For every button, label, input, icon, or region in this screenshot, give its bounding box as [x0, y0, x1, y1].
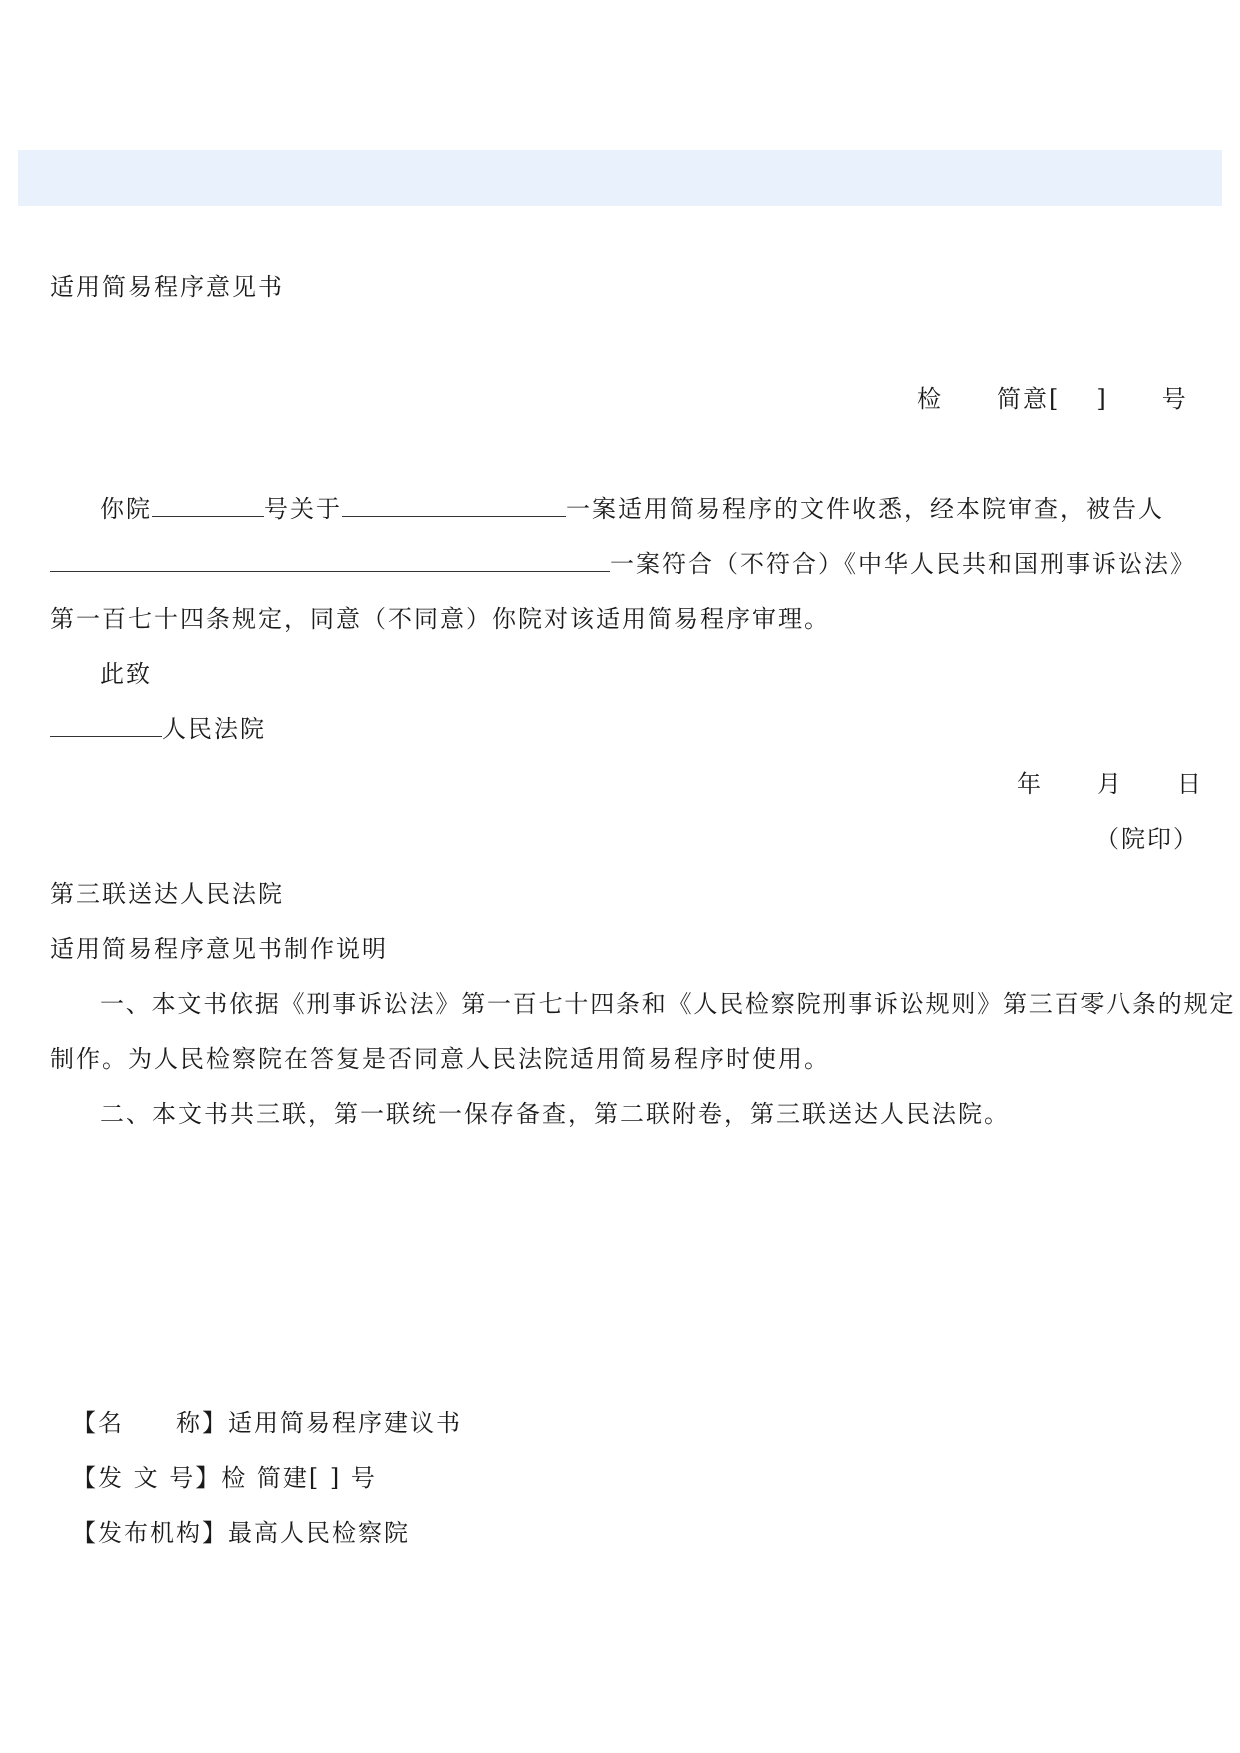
text-segment: 一案符合（不符合）《中华人民共和国刑事诉讼法》 — [610, 550, 1196, 578]
seal-label: （院印） — [1095, 825, 1199, 853]
blank-field — [50, 549, 610, 572]
meta-issuer-value: 最高人民检察院 — [228, 1519, 410, 1547]
date-year: 年 — [1017, 770, 1043, 798]
blank-field — [50, 714, 162, 737]
doc-number — [917, 384, 1188, 414]
text-segment: 号关于 — [264, 495, 342, 523]
court-line — [50, 714, 266, 744]
meta-docno-label: 【发 文 号】 — [72, 1464, 222, 1492]
date-day: 日 — [1177, 770, 1203, 798]
header-band — [18, 150, 1222, 206]
docno-suffix: 号 — [1161, 385, 1188, 413]
meta-name-value: 适用简易程序建议书 — [228, 1409, 462, 1437]
date-line — [1017, 769, 1203, 799]
doc-title: 适用简易程序意见书 — [50, 273, 284, 301]
body-line-2 — [50, 549, 1196, 579]
docno-bracket: ] — [1096, 385, 1108, 413]
note-2: 二、本文书共三联，第一联统一保存备查，第二联附卷，第三联送达人民法院。 — [100, 1100, 1010, 1128]
body-line-3: 第一百七十四条规定，同意（不同意）你院对该适用简易程序审理。 — [50, 605, 830, 633]
blank-field — [342, 494, 566, 517]
note-1-line-2: 制作。为人民检察院在答复是否同意人民法院适用简易程序时使用。 — [50, 1045, 830, 1073]
meta-name — [72, 1408, 462, 1438]
text-segment: 你院 — [100, 495, 152, 523]
text-segment: 一案适用简易程序的文件收悉，经本院审查，被告人 — [566, 495, 1164, 523]
meta-issuer-label: 【发布机构】 — [72, 1519, 228, 1547]
meta-issuer — [72, 1518, 410, 1548]
meta-docno — [72, 1463, 377, 1493]
body-line-1 — [100, 494, 1164, 524]
date-month: 月 — [1097, 770, 1123, 798]
copy-label: 第三联送达人民法院 — [50, 880, 284, 908]
meta-name-label: 【名 称】 — [72, 1409, 228, 1437]
meta-docno-value: 检 简建[ ] 号 — [221, 1464, 377, 1492]
note-1-line-1: 一、本文书依据《刑事诉讼法》第一百七十四条和《人民检察院刑事诉讼规则》第三百零八条的规定 — [100, 990, 1236, 1018]
blank-field — [152, 494, 264, 517]
docno-type: 简意[ — [997, 385, 1061, 413]
salutation: 此致 — [100, 660, 152, 688]
court-label: 人民法院 — [162, 715, 266, 743]
docno-prefix: 检 — [917, 385, 943, 413]
notes-title: 适用简易程序意见书制作说明 — [50, 935, 388, 963]
